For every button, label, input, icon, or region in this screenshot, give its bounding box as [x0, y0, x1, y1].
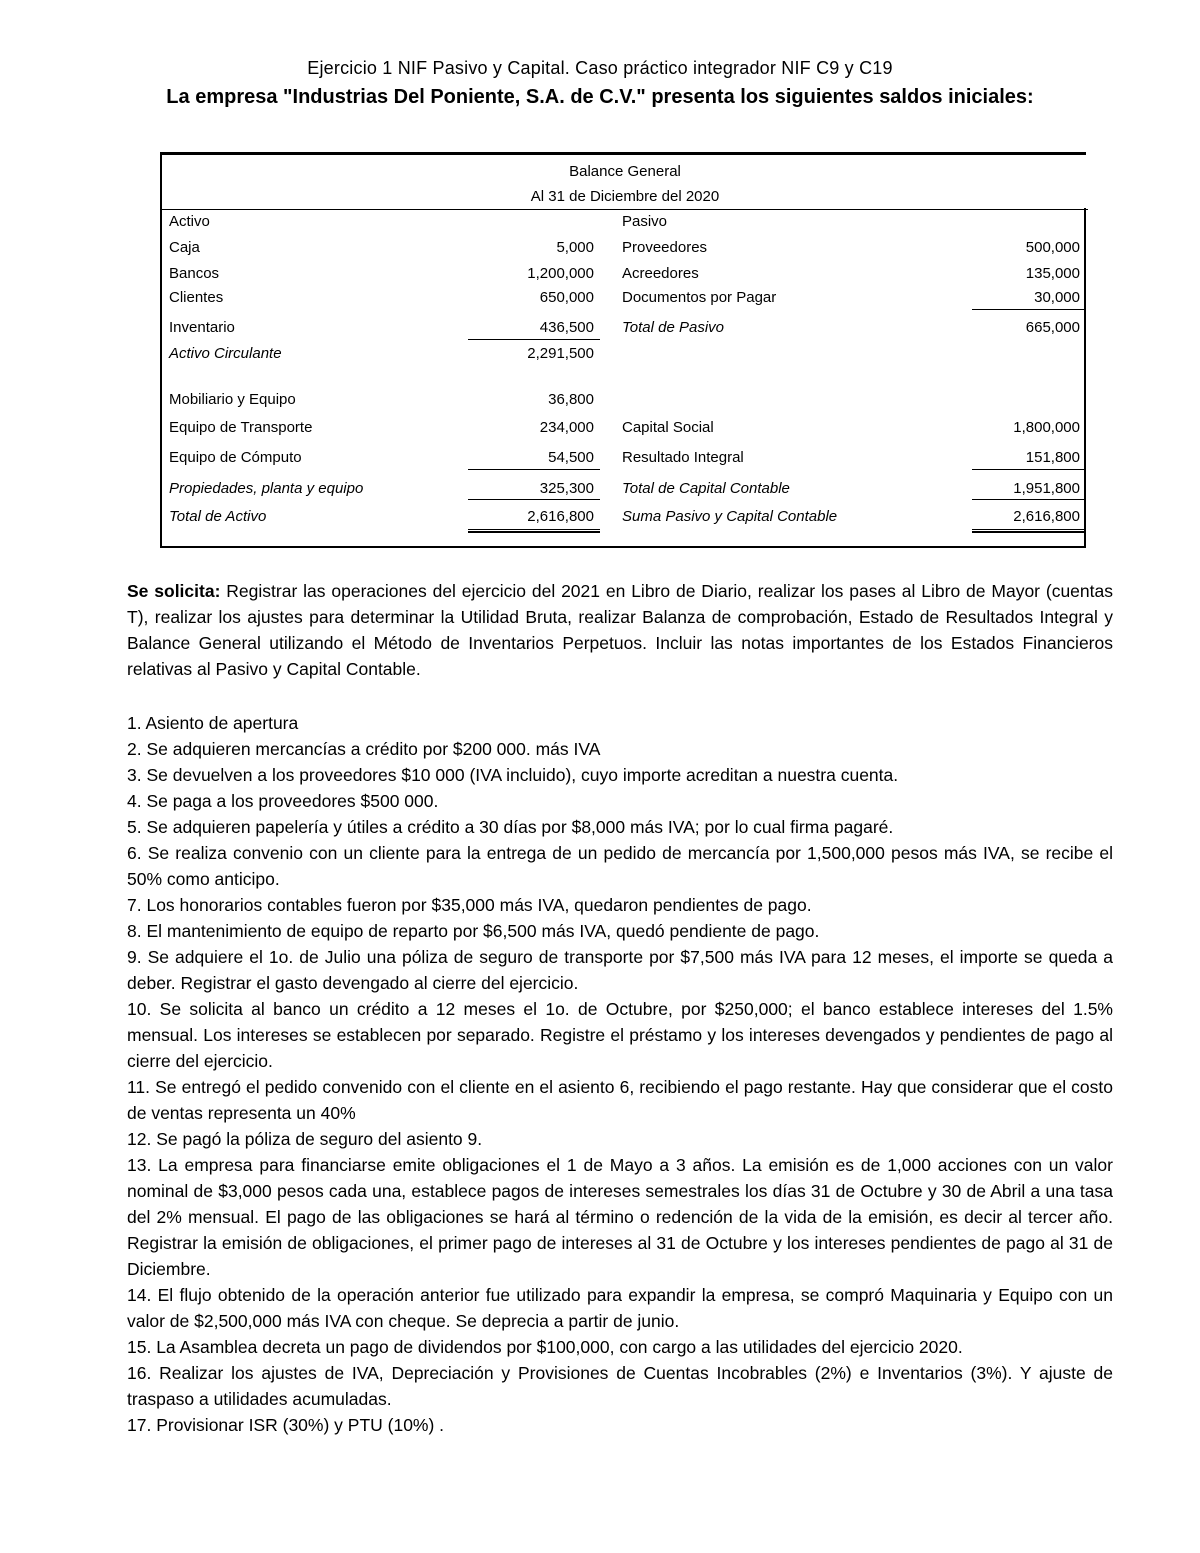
asset-label: Inventario	[169, 319, 235, 336]
balance-sheet-table	[160, 152, 1086, 548]
asset-total-value: 2,616,800	[527, 508, 594, 525]
liability-value: 135,000	[1025, 265, 1080, 282]
asset-value: 650,000	[539, 289, 594, 306]
list-item: 13. La empresa para financiarse emite obligaciones el 1 de Mayo a 3 años. La emisión es de 1,000 acciones con un valor nominal de $3,000 pesos cada una, establece pagos de intereses semestrales los días 31 de Octubre y 30 de Abril a una tasa del 2% mensual. El pago de las obligaciones se hará al término o redención de la vida de la emisión, es decir al tercer año. Registrar la emisión de obligaciones, el primer pago de intereses al 31 de Octubre y los intereses pendientes de pago al 31 de Diciembre.	[127, 1155, 1113, 1279]
asset-value: 234,000	[539, 419, 594, 436]
operations-list	[127, 710, 1113, 1438]
asset-value: 54,500	[548, 449, 594, 466]
intro-statement: La empresa "Industrias Del Poniente, S.A. de C.V." presenta los siguientes saldos iniciales:	[166, 86, 1034, 108]
liability-label: Documentos por Pagar	[622, 289, 777, 306]
asset-label: Bancos	[169, 265, 220, 282]
list-item: 5. Se adquieren papelería y útiles a crédito a 30 días por $8,000 más IVA; por lo cual firma pagaré.	[127, 817, 894, 837]
subtotal-underline	[468, 339, 600, 340]
list-item: 7. Los honorarios contables fueron por $35,000 más IVA, quedaron pendientes de pago.	[127, 895, 812, 915]
request-paragraph	[127, 578, 1113, 682]
list-item: 2. Se adquieren mercancías a crédito por $200 000. más IVA	[127, 739, 601, 759]
assets-heading: Activo	[169, 213, 210, 230]
subtotal-underline	[468, 469, 600, 470]
equity-value: 151,800	[1025, 449, 1080, 466]
liability-label: Acreedores	[622, 265, 699, 282]
balance-sheet-title: Balance General	[569, 163, 681, 180]
asset-value: 1,200,000	[527, 265, 594, 282]
balance-sheet-date: Al 31 de Diciembre del 2020	[530, 188, 720, 205]
asset-label: Equipo de Cómputo	[169, 449, 302, 466]
total-double-underline	[972, 529, 1084, 533]
list-item: 4. Se paga a los proveedores $500 000.	[127, 791, 439, 811]
list-item: 15. La Asamblea decreta un pago de dividendos por $100,000, con cargo a las utilidades del ejercicio 2020.	[127, 1337, 963, 1357]
asset-subtotal-value: 325,300	[539, 480, 594, 497]
liability-total-value: 665,000	[1025, 319, 1080, 336]
liability-value: 500,000	[1025, 239, 1080, 256]
asset-label: Equipo de Transporte	[169, 419, 313, 436]
list-item: 12. Se pagó la póliza de seguro del asiento 9.	[127, 1129, 483, 1149]
header-divider	[162, 209, 1088, 210]
grand-total-value: 2,616,800	[1013, 508, 1080, 525]
list-item: 9. Se adquiere el 1o. de Julio una póliza de seguro de transporte por $7,500 más IVA para 12 meses, el importe se queda a deber. Registrar el gasto devengado al cierre del ejercicio.	[127, 947, 1113, 993]
equity-value: 1,800,000	[1013, 419, 1080, 436]
subtotal-underline	[972, 309, 1084, 310]
asset-value: 36,800	[548, 391, 594, 408]
list-item: 10. Se solicita al banco un crédito a 12 meses el 1o. de Octubre, por $250,000; el banco establece intereses del 1.5% mensual. Los intereses se establecen por separado. Registre el préstamo y los intereses devengados y pendientes de pago al cierre del ejercicio.	[127, 999, 1113, 1071]
list-item: 8. El mantenimiento de equipo de reparto por $6,500 más IVA, quedó pendiente de pago.	[127, 921, 820, 941]
asset-subtotal-value: 2,291,500	[527, 345, 594, 362]
liabilities-heading: Pasivo	[622, 213, 668, 230]
request-label: Se solicita:	[127, 581, 221, 601]
asset-total-label: Total de Activo	[169, 508, 267, 525]
list-item: 14. El flujo obtenido de la operación anterior fue utilizado para expandir la empresa, se compró Maquinaria y Equipo con un valor de $2,500,000 más IVA con cheque. Se deprecia a partir de junio.	[127, 1285, 1113, 1331]
total-double-underline	[468, 529, 600, 533]
asset-subtotal-label: Activo Circulante	[169, 345, 282, 362]
subtotal-underline	[468, 499, 600, 500]
table-right-border	[1084, 208, 1086, 548]
asset-value: 436,500	[539, 319, 594, 336]
grand-total-label: Suma Pasivo y Capital Contable	[622, 508, 838, 525]
subtotal-underline	[972, 499, 1084, 500]
list-item: 6. Se realiza convenio con un cliente para la entrega de un pedido de mercancía por 1,500,000 pesos más IVA, se recibe el 50% como anticipo.	[127, 843, 1113, 889]
list-item: 11. Se entregó el pedido convenido con el cliente en el asiento 6, recibiendo el pago restante. Hay que considerar que el costo de ventas representa un 40%	[127, 1077, 1113, 1123]
liability-total-label: Total de Pasivo	[622, 319, 725, 336]
asset-label: Mobiliario y Equipo	[169, 391, 296, 408]
equity-total-label: Total de Capital Contable	[622, 480, 790, 497]
liability-value: 30,000	[1034, 289, 1080, 306]
asset-value: 5,000	[556, 239, 594, 256]
equity-label: Resultado Integral	[622, 449, 744, 466]
exercise-header: Ejercicio 1 NIF Pasivo y Capital. Caso práctico integrador NIF C9 y C19	[307, 58, 893, 78]
equity-total-value: 1,951,800	[1013, 480, 1080, 497]
asset-subtotal-label: Propiedades, planta y equipo	[169, 480, 364, 497]
request-text: Registrar las operaciones del ejercicio del 2021 en Libro de Diario, realizar los pases al Libro de Mayor (cuentas T), realizar los ajustes para determinar la Utilidad Bruta, realizar Balanza de comprobación, Estado de Resultados Integral y Balance General utilizando el Método de Inventarios Perpetuos. Incluir las notas importantes de los Estados Financieros relativas al Pasivo y Capital Contable.	[127, 581, 1113, 679]
list-item: 1. Asiento de apertura	[127, 713, 299, 733]
list-item: 3. Se devuelven a los proveedores $10 000 (IVA incluido), cuyo importe acreditan a nuestra cuenta.	[127, 765, 899, 785]
asset-label: Caja	[169, 239, 200, 256]
liability-label: Proveedores	[622, 239, 708, 256]
list-item: 16. Realizar los ajustes de IVA, Depreciación y Provisiones de Cuentas Incobrables (2%) e Inventarios (3%). Y ajuste de traspaso a utilidades acumuladas.	[127, 1363, 1113, 1409]
equity-label: Capital Social	[622, 419, 714, 436]
subtotal-underline	[972, 469, 1084, 470]
asset-label: Clientes	[169, 289, 224, 306]
list-item: 17. Provisionar ISR (30%) y PTU (10%) .	[127, 1415, 445, 1435]
